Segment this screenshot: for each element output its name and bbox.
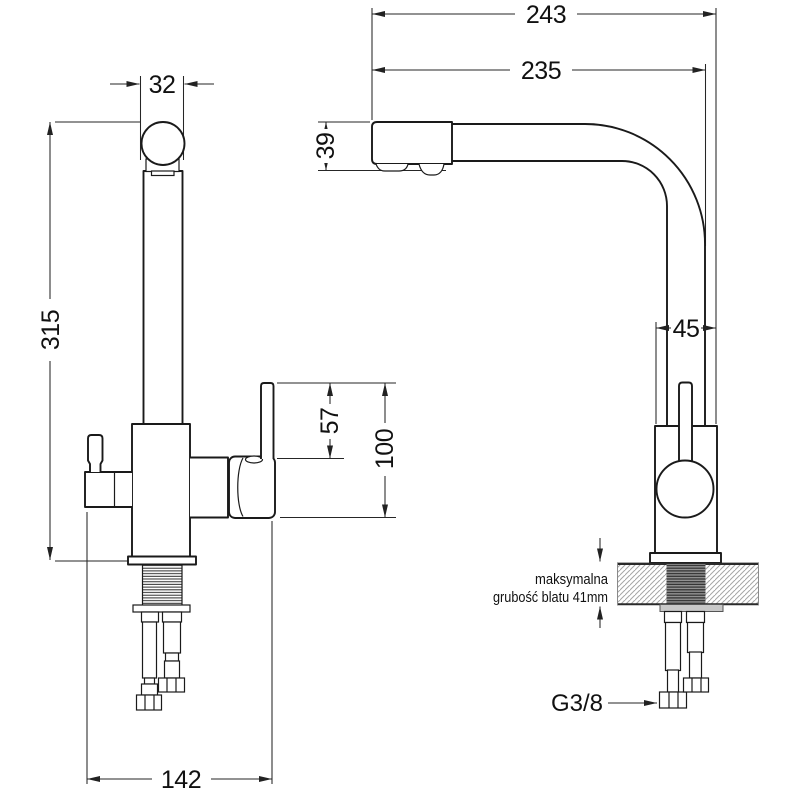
front-washer <box>133 605 190 612</box>
dim-wand-upper <box>316 383 344 459</box>
front-wand <box>261 383 274 459</box>
front-knob <box>142 122 185 165</box>
dim-total-height <box>37 122 65 560</box>
side-lever <box>679 383 692 467</box>
thread-size-label: G3/8 <box>550 690 603 717</box>
countertop-section <box>617 563 759 605</box>
front-base-flange <box>128 557 196 565</box>
countertop-thickness-note <box>493 538 609 628</box>
dim-wand-total-label: 100 <box>371 428 399 470</box>
front-threaded-shank <box>143 565 183 605</box>
dim-total-width <box>372 1 716 29</box>
countertop-note-line1: maksymalna <box>535 571 609 588</box>
dim-spout-head-height-label: 39 <box>312 132 340 160</box>
faucet-front-view <box>85 122 275 710</box>
side-supply-hoses <box>660 623 709 709</box>
dim-spout-reach-label: 235 <box>520 57 562 85</box>
front-valve-cylinder <box>229 457 275 519</box>
dim-total-height-label: 315 <box>37 309 65 351</box>
front-supply-hoses <box>137 622 185 710</box>
side-hose-fitting-left <box>660 692 687 708</box>
front-right-arm <box>190 458 228 518</box>
dim-total-width-label: 243 <box>525 1 567 29</box>
dim-base-width-label: 142 <box>160 766 202 794</box>
countertop-note-line2: grubość blatu 41mm <box>493 589 608 606</box>
faucet-side-view <box>372 122 759 708</box>
dim-body-width-label: 45 <box>672 315 700 343</box>
side-washer <box>660 605 723 612</box>
side-ball-joint <box>657 461 714 518</box>
dim-body-width <box>656 315 716 343</box>
front-lever <box>88 435 103 472</box>
dim-wand-upper-label: 57 <box>316 407 344 435</box>
dim-base-width <box>87 766 272 794</box>
side-spout-head <box>372 122 452 164</box>
front-hose-fitting-left <box>137 695 162 710</box>
front-riser-tube <box>144 171 183 424</box>
dimension-annotations <box>37 1 716 794</box>
side-hose-fitting-right <box>684 678 709 692</box>
dim-spout-reach <box>372 57 706 85</box>
side-spout-arm-inner <box>452 161 667 426</box>
thread-size-callout <box>551 690 657 717</box>
front-left-block <box>85 472 132 507</box>
dim-spout-head-height <box>312 122 340 171</box>
dim-knob-width-label: 32 <box>148 71 176 99</box>
front-hose-fitting-right <box>159 678 185 692</box>
dim-knob-width <box>110 71 214 99</box>
side-base-flange <box>650 553 721 563</box>
dim-wand-total <box>371 383 399 518</box>
front-body <box>132 424 190 557</box>
